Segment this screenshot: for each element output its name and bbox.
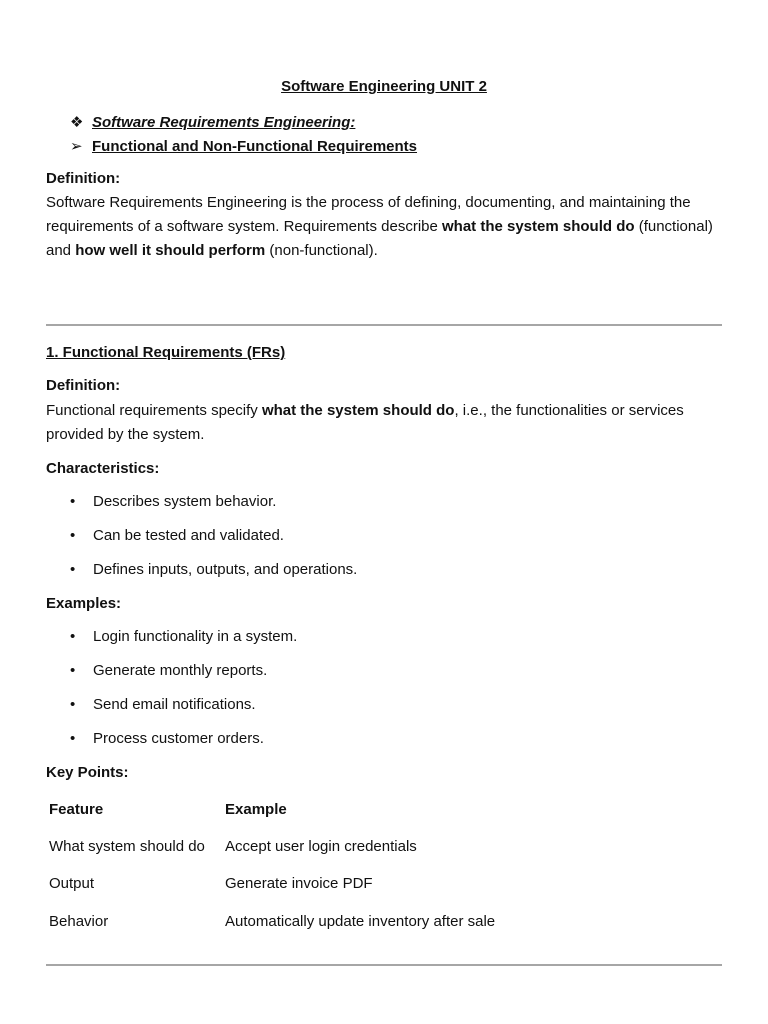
intro-definition-label: Definition: [46,170,121,187]
section-heading-functional: 1. Functional Requirements (FRs) [46,344,286,361]
headline-functional-nonfunctional [70,137,417,155]
headline-text: Functional and Non-Functional Requirements [92,138,418,155]
intro-text: (functional) and [46,218,713,259]
list-item-text: Generate monthly reports. [93,662,268,679]
horizontal-rule [46,964,722,966]
fr-definition-text: Functional requirements specify [46,402,262,419]
bullet-icon: • [70,493,76,510]
list-item-text: Defines inputs, outputs, and operations. [93,561,358,578]
fr-definition-paragraph [46,399,722,447]
bullet-icon: • [70,561,76,578]
list-item-text: Process customer orders. [93,730,264,747]
bullet-icon: • [70,527,76,544]
diamond-bullet-icon: ❖ [70,114,84,131]
list-item-text: Describes system behavior. [93,493,277,510]
table-cell: Automatically update inventory after sale [225,913,496,930]
arrow-bullet-icon: ➢ [70,138,83,155]
intro-bold-text: how well it should perform [75,242,266,259]
headline-text: Software Requirements Engineering: [92,114,356,131]
intro-text: (non-functional). [265,242,378,259]
table-header-example: Example [225,801,287,818]
table-header-feature: Feature [49,801,104,818]
intro-paragraph [46,191,722,263]
bullet-icon: • [70,662,76,679]
headline-requirements-engineering [70,113,355,131]
fr-definition-label: Definition: [46,377,121,394]
horizontal-rule [46,324,722,326]
intro-text: Software Requirements Engineering is the process of defining, documenting, and maintaining the requirements of a software system. Requirements describe [46,194,691,235]
document-title: Software Engineering UNIT 2 [281,78,487,95]
list-item-text: Send email notifications. [93,696,256,713]
table-cell: Generate invoice PDF [225,875,373,892]
fr-definition-text: , i.e., the functionalities or services provided by the system. [46,402,684,443]
list-item-text: Can be tested and validated. [93,527,284,544]
bullet-icon: • [70,730,76,747]
examples-label: Examples: [46,595,122,612]
bullet-icon: • [70,696,76,713]
bullet-icon: • [70,628,76,645]
key-points-label: Key Points: [46,764,129,781]
intro-bold-text: what the system should do [442,218,635,235]
table-cell: Behavior [49,913,109,930]
table-cell: Output [49,875,95,892]
table-cell: What system should do [49,838,205,855]
characteristics-label: Characteristics: [46,460,160,477]
fr-definition-bold: what the system should do [261,402,455,419]
table-cell: Accept user login credentials [225,838,417,855]
list-item-text: Login functionality in a system. [93,628,298,645]
